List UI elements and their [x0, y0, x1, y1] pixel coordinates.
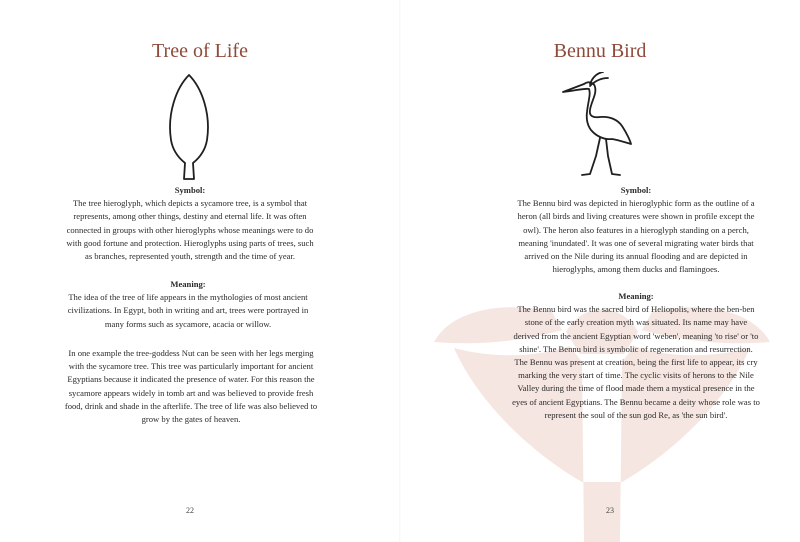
meaning-section	[512, 290, 760, 422]
page-title: Tree of Life	[152, 40, 248, 62]
meaning-heading: Meaning:	[170, 279, 206, 289]
symbol-text: The Bennu bird was depicted in hieroglyphic form as the outline of a heron (all birds and living creatures were shown in profile except the owl). The heron also features in a hieroglyph standing on a perch, meaning 'inundated'. It was one of several migrating water birds that arrived on the Nile during its annual flooding and are depicted in hieroglyphs, among them ducks and flamingoes.	[517, 198, 755, 275]
heron-hieroglyph-icon	[560, 72, 632, 176]
meaning-text: The Bennu bird was the sacred bird of Heliopolis, where the ben-ben stone of the early creation myth was situated. Its name may have derived from the ancient Egyptian word 'weben', meaning 'to rise' or 'to shine'. The Bennu bird is symbolic of regeneration and resurrection. The Bennu was present at creation, being the first life to appear, its cry marking the very start of time. The cyclic visits of herons to the Nile Valley during the time of flood made them a mystical presence in the eyes of ancient Egyptians. The Bennu became a deity whose role was to represent the soul of the sun god Re, as 'the sun bird'.	[512, 304, 760, 420]
symbol-text: The tree hieroglyph, which depicts a sycamore tree, is a symbol that represents, among other things, destiny and eternal life. It was often connected in groups with other hieroglyphs whose meanings were to do with good fortune and protection. Hieroglyphs using parts of trees, such as branches, represented youth, strength and the time of year.	[66, 198, 314, 262]
symbol-section	[512, 184, 760, 276]
tree-hieroglyph-icon	[161, 72, 217, 182]
page-number: 23	[606, 506, 614, 515]
book-gutter	[399, 0, 401, 542]
page-title: Bennu Bird	[553, 40, 647, 62]
right-page	[400, 0, 800, 542]
symbol-heading: Symbol:	[174, 185, 206, 195]
meaning-text: The idea of the tree of life appears in the mythologies of most ancient civilizations. In Egypt, both in writing and art, trees were portrayed in many forms such as sycamore, acacia or willow.	[67, 292, 309, 329]
page-number: 22	[186, 506, 194, 515]
meaning-section	[64, 278, 312, 331]
symbol-heading: Symbol:	[620, 185, 652, 195]
extra-paragraph: In one example the tree-goddess Nut can be seen with her legs merging with the sycamore tree. This tree was particularly important for ancient Egyptians because it indicated the presence of water. For this reason the sycamore appears widely in tomb art and was believed to provide fresh food, drink and shade in the afterlife. The tree of life was also believed to grow by the gates of heaven.	[64, 348, 318, 425]
meaning-heading: Meaning:	[618, 291, 654, 301]
symbol-section	[66, 184, 314, 263]
